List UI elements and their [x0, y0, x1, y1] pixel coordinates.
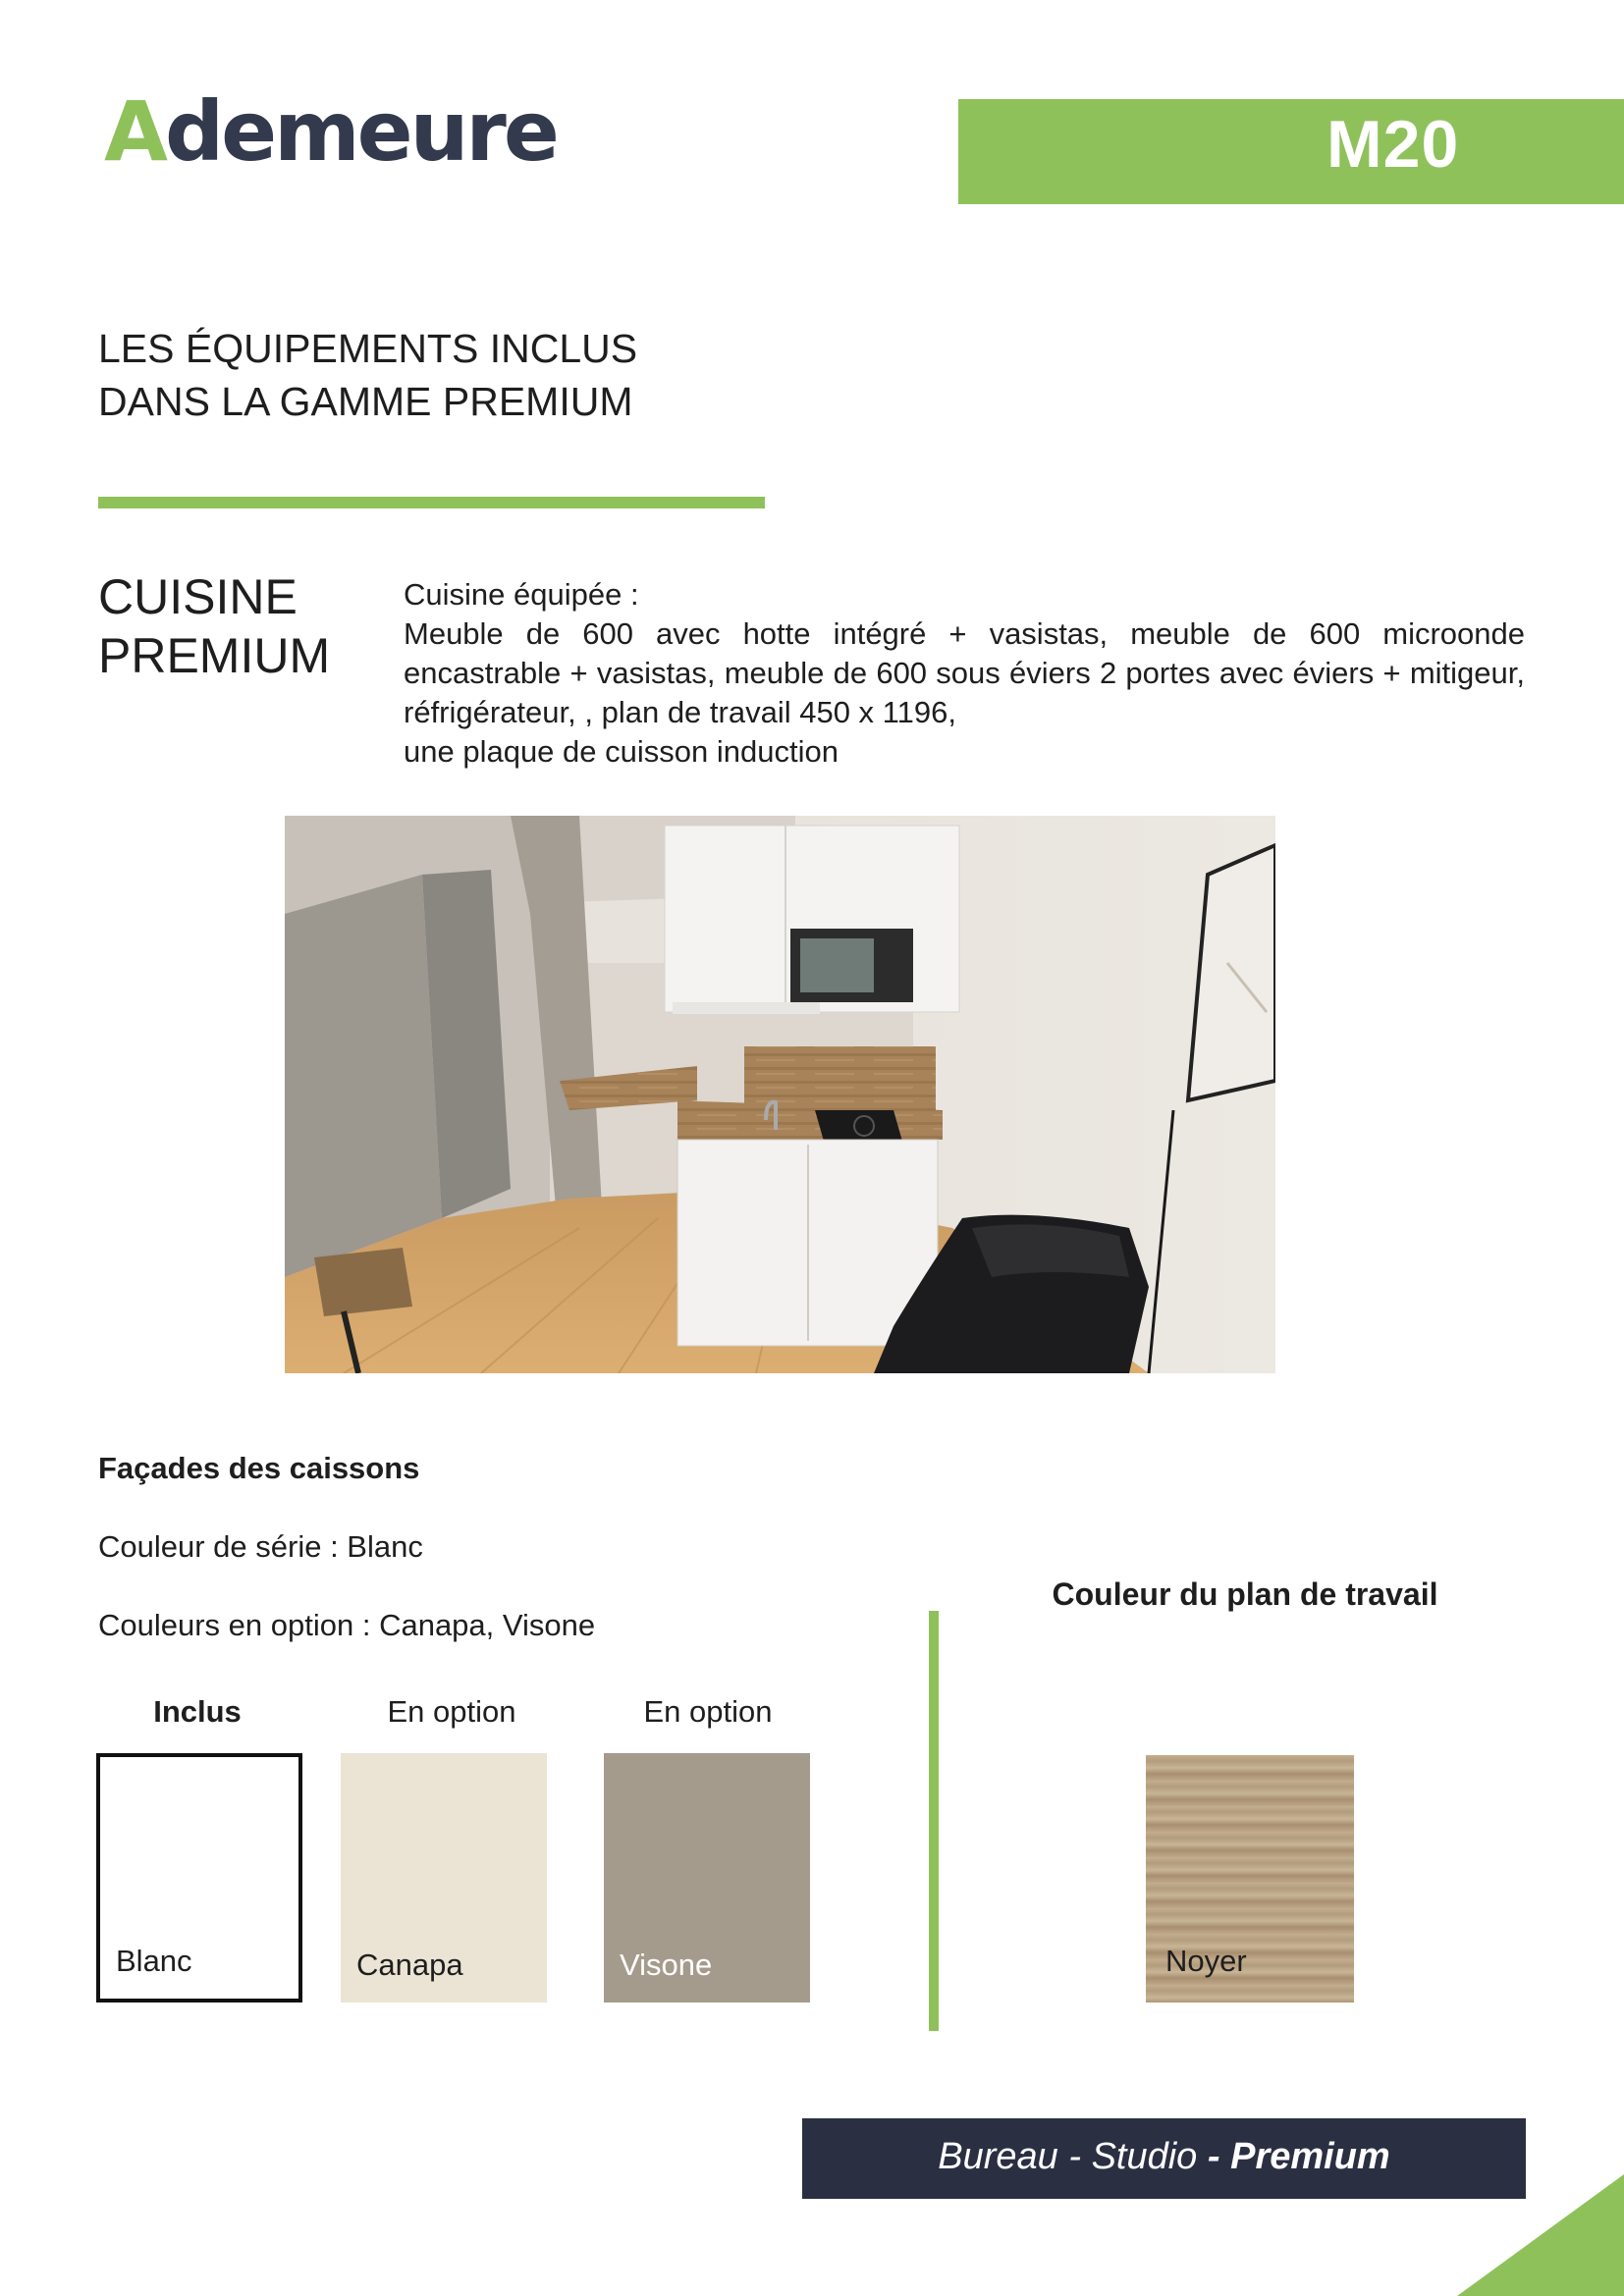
swatch-header-option: En option: [643, 1694, 773, 1729]
footer-product-type: Bureau - Studio: [938, 2136, 1198, 2177]
title-rule: [98, 497, 765, 508]
color-swatch-visone: [604, 1753, 810, 2002]
swatch-label: Canapa: [356, 1948, 463, 1982]
section-title-line: LES ÉQUIPEMENTS INCLUS: [98, 326, 638, 371]
brand-logo-initial: A: [104, 83, 166, 180]
color-swatch-canapa: [341, 1753, 547, 2002]
cuisine-description: [404, 575, 1525, 772]
corner-triangle: [1457, 2174, 1624, 2296]
color-swatch-blanc: [96, 1753, 302, 2002]
section-title-line: DANS LA GAMME PREMIUM: [98, 379, 633, 424]
model-code: M20: [1326, 107, 1460, 182]
swatch-label: Blanc: [116, 1944, 192, 1978]
model-banner: [958, 99, 1624, 204]
swatch-label: Noyer: [1165, 1944, 1247, 1978]
vertical-divider: [929, 1611, 939, 2031]
footer-text: [802, 2138, 1526, 2175]
serie-color-text: Couleur de série : Blanc: [98, 1529, 423, 1564]
swatch-label: Visone: [620, 1948, 713, 1982]
brand-logo-rest: demeure: [165, 83, 557, 180]
cuisine-desc-line: une plaque de cuisson induction: [404, 734, 839, 769]
facades-title: Façades des caissons: [98, 1451, 420, 1485]
cuisine-title: [98, 567, 330, 685]
cuisine-title-line: PREMIUM: [98, 628, 331, 683]
swatch-header-inclus: Inclus: [153, 1694, 242, 1729]
cuisine-desc-line: Meuble de 600 avec hotte intégré + vasistas, meuble de 600 microonde encastrable + vasistas, meuble de 600 sous éviers 2 portes avec éviers + mitigeur, réfrigérateur, , plan de travail 450 x 1196,: [404, 616, 1525, 729]
brand-logo: [104, 83, 557, 180]
footer-range: - Premium: [1207, 2136, 1390, 2177]
kitchen-photo: [285, 816, 1275, 1373]
worktop-color-title: Couleur du plan de travail: [1052, 1576, 1438, 1612]
cuisine-title-line: CUISINE: [98, 569, 298, 624]
cuisine-desc-line: Cuisine équipée :: [404, 577, 639, 612]
footer-bar: [802, 2118, 1526, 2199]
section-title: [98, 322, 637, 428]
color-swatch-noyer: [1146, 1755, 1354, 2002]
option-colors-text: Couleurs en option : Canapa, Visone: [98, 1608, 596, 1642]
swatch-header-option: En option: [387, 1694, 516, 1729]
